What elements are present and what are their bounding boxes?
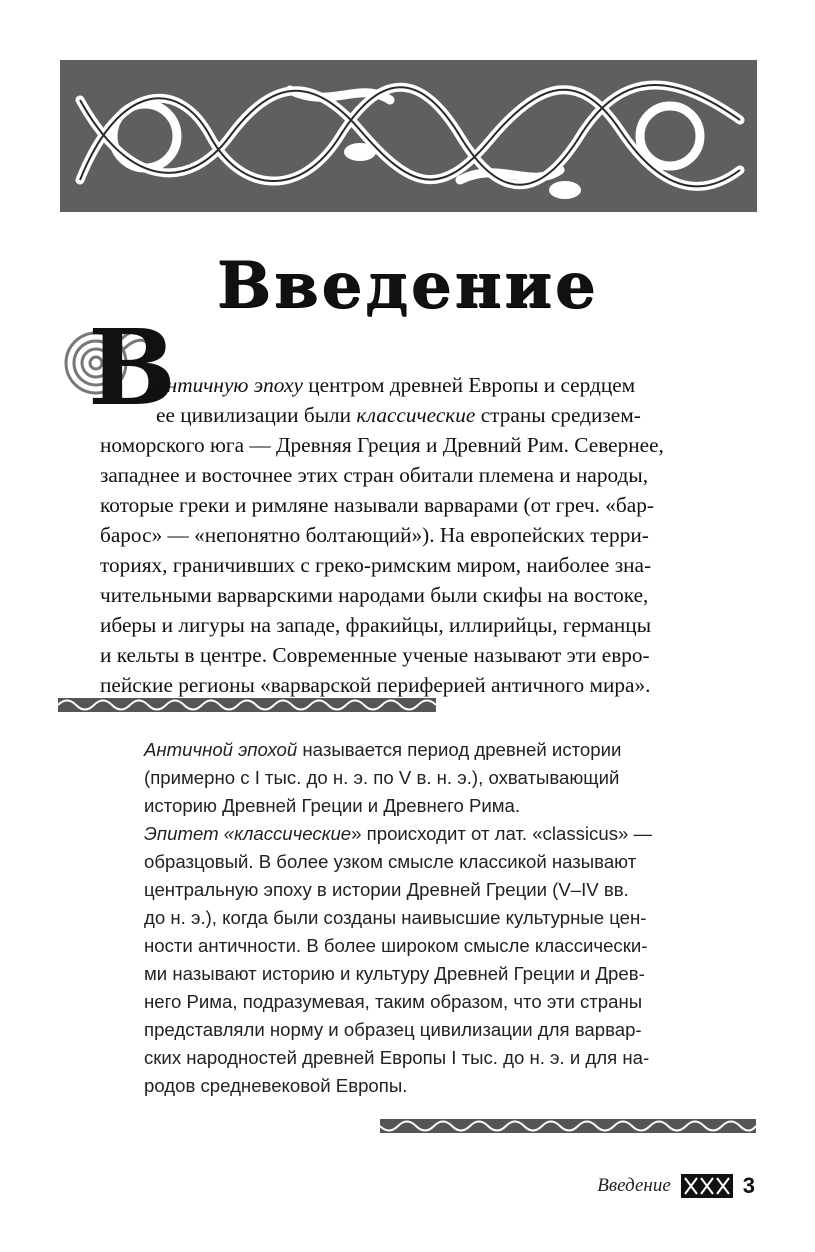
text-run: центральную эпоху в истории Древней Греции (V–IV вв. bbox=[144, 879, 629, 900]
note-line bbox=[144, 1016, 716, 1044]
ornamental-divider bbox=[380, 1117, 756, 1135]
text-run: которые греки и римляне называли варварами (от греч. «бар- bbox=[100, 493, 654, 517]
note-line bbox=[144, 960, 716, 988]
text-run: представляли норму и образец цивилизации для варвар- bbox=[144, 1019, 642, 1040]
page-number: 3 bbox=[742, 1173, 755, 1198]
text-run: чительными варварскими народами были скифы на востоке, bbox=[100, 583, 649, 607]
text-run: номорского юга — Древняя Греция и Древний Рим. Севернее, bbox=[100, 433, 664, 457]
note-sidebar bbox=[144, 736, 716, 1100]
main-line bbox=[100, 580, 714, 610]
italic-term: Античной эпохой bbox=[144, 739, 298, 760]
text-run: родов средневековой Европы. bbox=[144, 1075, 408, 1096]
text-run: называется период древней истории bbox=[297, 739, 622, 760]
main-line bbox=[100, 460, 714, 490]
note-line bbox=[144, 792, 716, 820]
text-run: образцовый. В более узком смысле классикой называют bbox=[144, 851, 637, 872]
note-line bbox=[144, 764, 716, 792]
italic-term: Эпитет « bbox=[144, 823, 235, 844]
drop-cap-letter: В bbox=[88, 306, 176, 429]
note-line bbox=[144, 988, 716, 1016]
text-run: и кельты в центре. Современные ученые называют эти евро- bbox=[100, 643, 650, 667]
main-line bbox=[100, 490, 714, 520]
text-run: ее цивилизации были bbox=[156, 403, 357, 427]
main-line bbox=[100, 400, 714, 430]
text-run: пейские регионы «варварской периферией античного мира». bbox=[100, 673, 651, 697]
text-run: иберы и лигуры на западе, фракийцы, иллирийцы, германцы bbox=[100, 613, 652, 637]
main-paragraph bbox=[100, 370, 714, 700]
text-run: западнее и восточнее этих стран обитали племена и народы, bbox=[100, 463, 649, 487]
note-line bbox=[144, 736, 716, 764]
text-run: центром древней Европы и сердцем bbox=[302, 373, 636, 397]
page-footer bbox=[597, 1170, 755, 1202]
note-line bbox=[144, 932, 716, 960]
text-run: ских народностей древней Европы I тыс. до н. э. и для на- bbox=[144, 1047, 650, 1068]
text-run: историю Древней Греции и Древнего Рима. bbox=[144, 795, 521, 816]
main-line bbox=[100, 610, 714, 640]
note-line bbox=[144, 820, 716, 848]
text-run: него Рима, подразумевая, таким образом, что эти страны bbox=[144, 991, 643, 1012]
note-line bbox=[144, 1044, 716, 1072]
page-title: Введение bbox=[216, 248, 599, 323]
note-line bbox=[144, 876, 716, 904]
text-run: до н. э.), когда были созданы наивысшие культурные цен- bbox=[144, 907, 647, 928]
main-line bbox=[100, 520, 714, 550]
italic-term: античную эпоху bbox=[156, 373, 303, 397]
running-footer-title: Введение bbox=[597, 1175, 671, 1196]
ornamental-divider bbox=[58, 696, 436, 714]
note-line bbox=[144, 904, 716, 932]
note-line bbox=[144, 1072, 716, 1100]
knot-ornament-icon bbox=[681, 1174, 733, 1198]
main-line bbox=[100, 640, 714, 670]
main-line bbox=[100, 550, 714, 580]
italic-term: классические bbox=[234, 823, 352, 844]
text-run: барос» — «непонятно болтающий»). На европейских терри- bbox=[100, 523, 649, 547]
main-line bbox=[100, 370, 714, 400]
italic-term: классические bbox=[356, 403, 476, 427]
text-run: страны средизем- bbox=[475, 403, 641, 427]
text-run: ности античности. В более широком смысле классически- bbox=[144, 935, 648, 956]
note-line bbox=[144, 848, 716, 876]
main-line bbox=[100, 430, 714, 460]
knotwork-ornament-icon bbox=[60, 60, 757, 212]
text-run: (примерно с I тыс. до н. э. по V в. н. э.), охватывающий bbox=[144, 767, 620, 788]
celtic-knot-banner bbox=[60, 60, 757, 212]
text-run: ториях, граничивших с греко-римским миром, наиболее зна- bbox=[100, 553, 652, 577]
text-run: ми называют историю и культуру Древней Греции и Древ- bbox=[144, 963, 645, 984]
text-run: » происходит от лат. «classicus» — bbox=[351, 823, 653, 844]
